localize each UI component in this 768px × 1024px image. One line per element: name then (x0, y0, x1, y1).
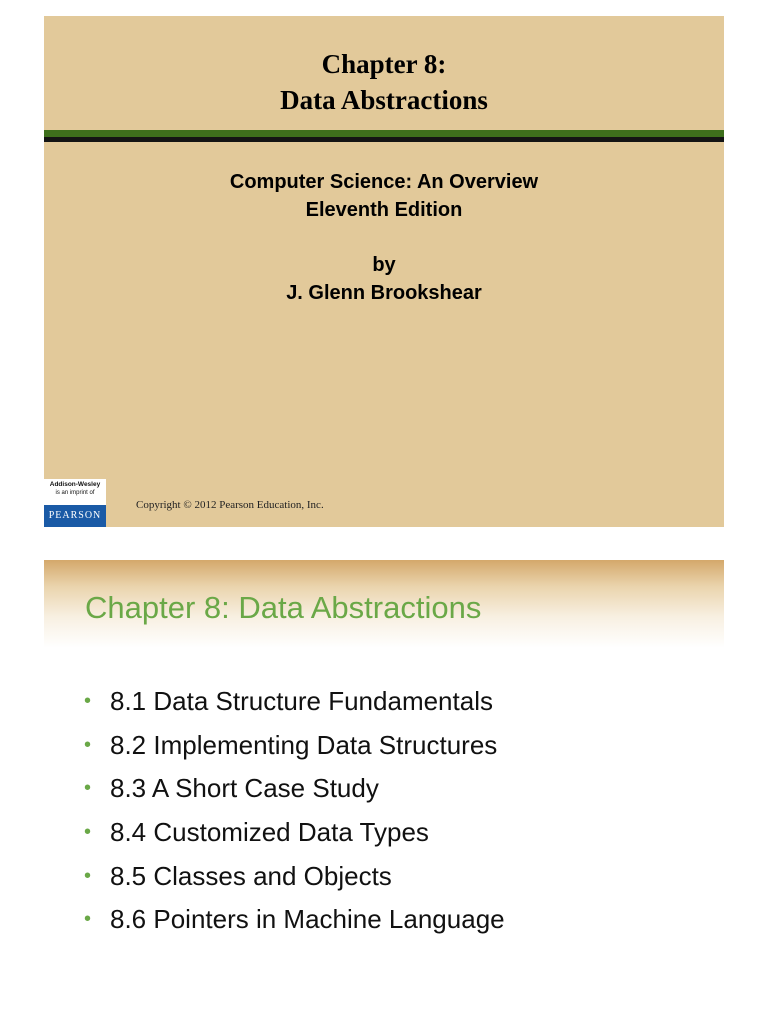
list-item (84, 724, 505, 768)
logo-imprint-name: Addison-Wesley (49, 481, 101, 488)
section-label: 8.2 Implementing Data Structures (110, 729, 498, 760)
author-name: J. Glenn Brookshear (286, 282, 482, 304)
bullet-icon: • (84, 690, 92, 713)
section-label: 8.3 A Short Case Study (110, 773, 379, 804)
section-label: 8.5 Classes and Objects (110, 860, 392, 891)
title-slide (44, 16, 724, 527)
logo-imprint-text: is an imprint of (55, 490, 95, 496)
bullet-icon: • (84, 777, 92, 800)
section-label: 8.4 Customized Data Types (110, 817, 429, 848)
list-item (84, 767, 505, 811)
book-title: Computer Science: An Overview (229, 171, 539, 193)
chapter-number: Chapter 8: (321, 49, 447, 79)
contents-slide (44, 560, 724, 1000)
section-label: 8.1 Data Structure Fundamentals (110, 686, 493, 717)
book-info (44, 168, 724, 307)
bullet-icon: • (84, 864, 92, 887)
list-item (84, 680, 505, 724)
bullet-icon: • (84, 733, 92, 756)
chapter-name: Data Abstractions (280, 85, 488, 115)
section-label: 8.6 Pointers in Machine Language (110, 904, 505, 935)
divider-green (44, 130, 724, 137)
divider-black (44, 137, 724, 142)
slide-heading: Chapter 8: Data Abstractions (85, 590, 482, 625)
section-list (84, 680, 505, 942)
copyright-text: Copyright © 2012 Pearson Education, Inc. (136, 499, 324, 511)
by-label: by (372, 254, 396, 276)
bullet-icon: • (84, 821, 92, 844)
slide-title (44, 46, 724, 118)
list-item (84, 898, 505, 942)
bullet-icon: • (84, 908, 92, 931)
book-edition: Eleventh Edition (305, 199, 463, 221)
list-item (84, 854, 505, 898)
publisher-logo (44, 479, 106, 527)
pearson-logo: PEARSON (44, 505, 106, 527)
list-item (84, 811, 505, 855)
